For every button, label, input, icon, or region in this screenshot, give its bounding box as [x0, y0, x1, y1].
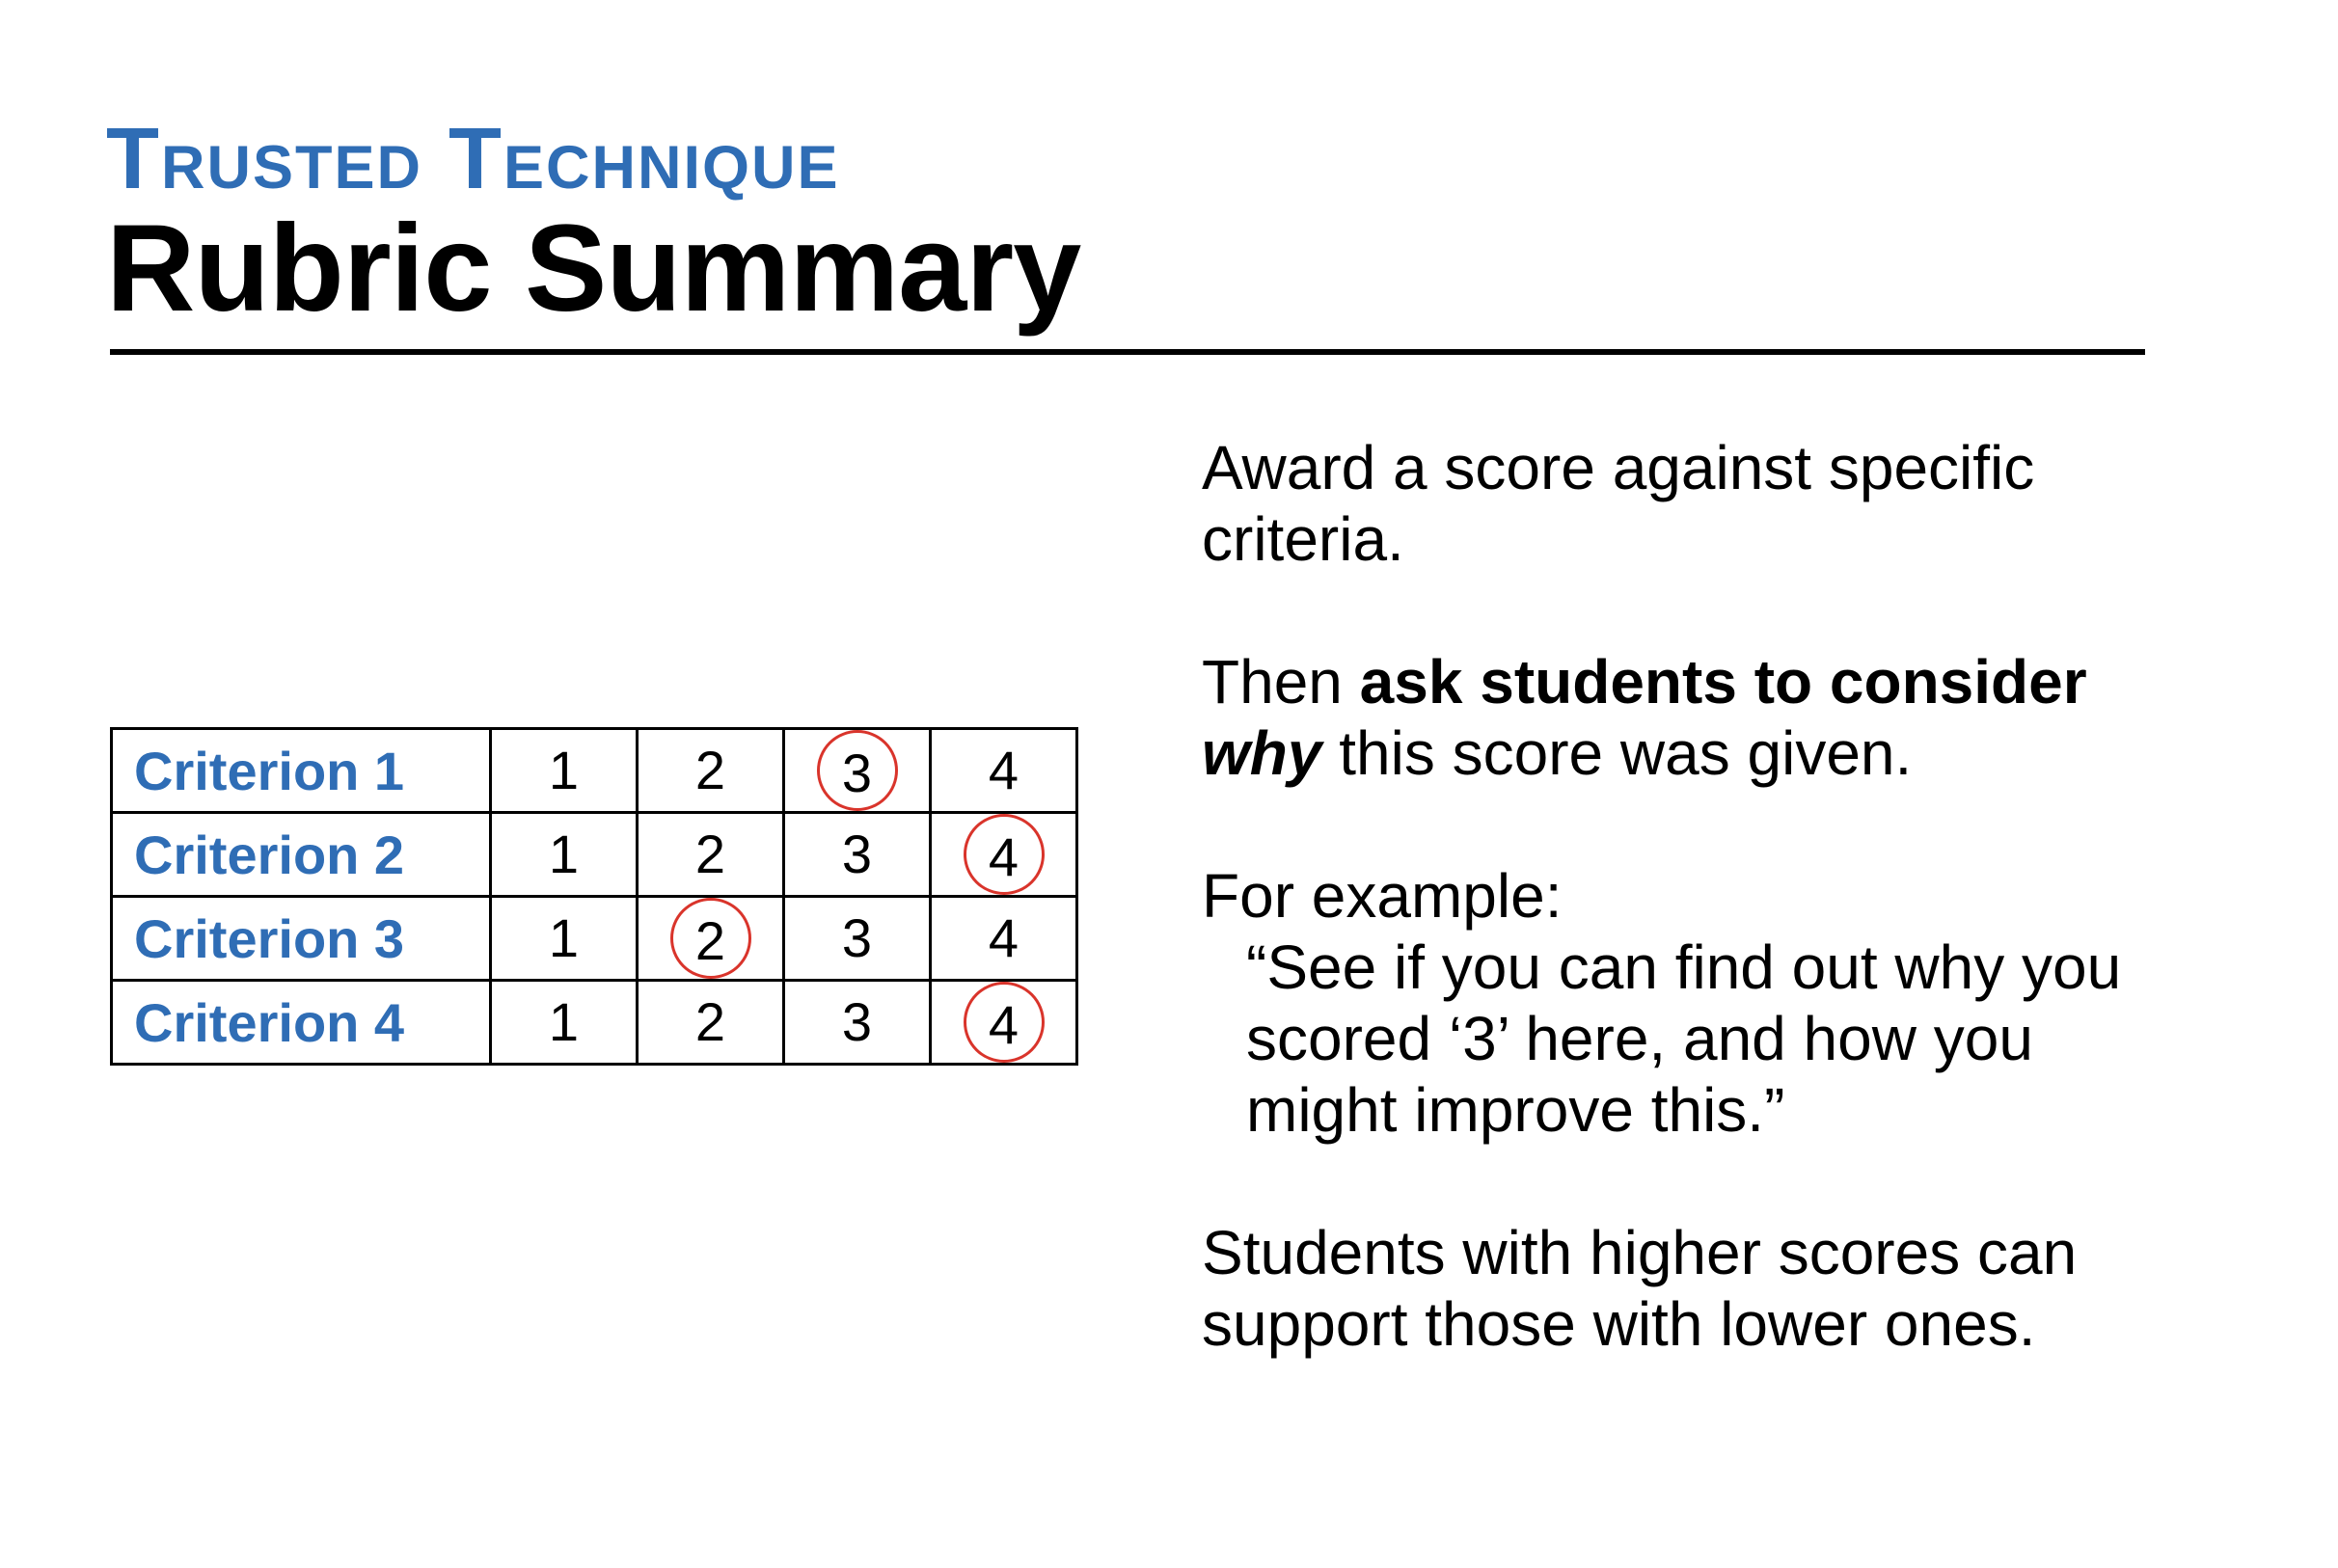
score-value: 1	[548, 824, 580, 884]
score-cell	[784, 813, 931, 897]
score-cell	[931, 729, 1077, 813]
selected-score: 3	[817, 730, 898, 811]
score-cell	[931, 813, 1077, 897]
score-value: 1	[548, 907, 580, 968]
example-quote: “See if you can find out why you scored ‘3’ here, and how you might improve this.”	[1246, 933, 2122, 1145]
slide-title: Rubric Summary	[106, 200, 1081, 338]
score-value: 2	[694, 740, 726, 800]
rubric-row	[112, 729, 1077, 813]
score-value: 1	[548, 991, 580, 1052]
slide-kicker: Trusted Technique	[106, 111, 840, 207]
score-value: 3	[841, 824, 873, 884]
score-cell	[784, 981, 931, 1065]
score-cell	[638, 897, 784, 981]
score-value: 4	[988, 907, 1019, 968]
rubric-row	[112, 813, 1077, 897]
score-cell	[931, 897, 1077, 981]
score-cell	[638, 813, 784, 897]
description-text-lead: Then	[1202, 647, 1360, 716]
score-cell	[491, 981, 638, 1065]
score-cell	[784, 729, 931, 813]
score-value: 3	[841, 991, 873, 1052]
rubric-row	[112, 897, 1077, 981]
score-cell	[491, 897, 638, 981]
rubric-row	[112, 981, 1077, 1065]
score-cell	[638, 981, 784, 1065]
score-value: 3	[841, 907, 873, 968]
title-divider	[110, 349, 2145, 355]
selected-score: 4	[964, 982, 1045, 1063]
score-cell	[638, 729, 784, 813]
score-value: 4	[988, 740, 1019, 800]
description-paragraph-3	[1202, 860, 2166, 1146]
score-cell	[784, 897, 931, 981]
criterion-label: Criterion 4	[112, 981, 491, 1065]
description-emphasis: ask students to consider	[1359, 647, 2087, 716]
description-paragraph-4: Students with higher scores can support those with lower ones.	[1202, 1218, 2078, 1359]
criterion-label: Criterion 1	[112, 729, 491, 813]
score-cell	[491, 813, 638, 897]
description-text-tail: this score was given.	[1321, 718, 1913, 788]
description-why: why	[1202, 718, 1322, 788]
description-paragraph-1: Award a score against specific criteria.	[1202, 433, 2035, 574]
score-cell	[491, 729, 638, 813]
score-cell	[931, 981, 1077, 1065]
criterion-label: Criterion 2	[112, 813, 491, 897]
selected-score: 2	[670, 898, 751, 979]
score-value: 2	[694, 824, 726, 884]
description-text	[1202, 432, 2166, 1360]
score-value: 1	[548, 740, 580, 800]
criterion-label: Criterion 3	[112, 897, 491, 981]
selected-score: 4	[964, 814, 1045, 895]
description-paragraph-2	[1202, 646, 2166, 789]
example-label: For example:	[1202, 861, 1563, 931]
score-value: 2	[694, 991, 726, 1052]
rubric-table	[110, 727, 1078, 1066]
